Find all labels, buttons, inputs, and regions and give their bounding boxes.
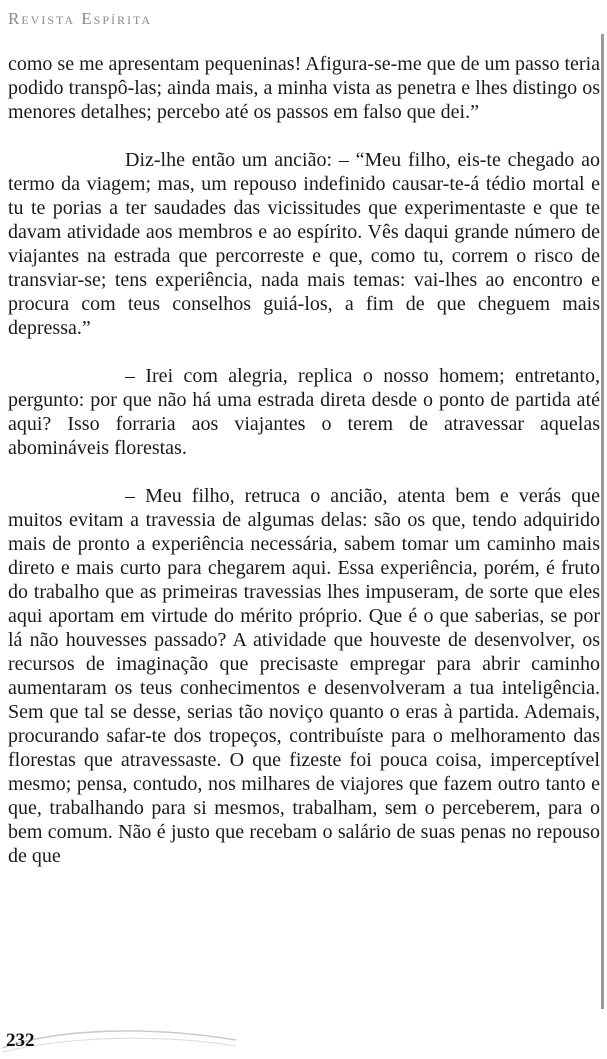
paragraph-reply: – Irei com alegria, replica o nosso homem; entretanto, pergunto: por que não há uma estrada direta desde o ponto de partida até aqui? Isso forraria aos viajantes o terem de atravessar aquelas abomináveis florestas. — [8, 365, 600, 459]
paragraph-elder-answer: – Meu filho, retruca o ancião, atenta bem e verás que muitos evitam a travessia de algumas delas: são os que, tendo adquirido mais de pronto a experiência necessária, sabem tomar um caminho mais direto e mais curto para chegarem aqui. Essa experiência, porém, é fruto do trabalho que as primeiras travessias lhes impuseram, de sorte que eles aqui aportam em virtude do mérito próprio. Que é o que saberias, se por lá não houvesses passado? A atividade que houveste de desenvolver, os recursos de imaginação que precisaste empregar para abrir caminho aumentaram os teus conhecimentos e desenvolveram a tua inteligência. Sem que tal se desse, serias tão noviço quanto o eras à partida. Ademais, procurando safar-te dos tropeços, contribuíste para o melhoramento das florestas que atravessaste. O que fizeste foi pouca coisa, imperceptível mesmo; pensa, contudo, nos milhares de viajores que fazem outro tanto e que, trabalhando para si mesmos, trabalham, sem o perceberem, para o bem comum. Não é justo que recebam o salário de suas penas no repouso de que — [8, 485, 600, 867]
body-text — [8, 52, 600, 868]
page-number: 232 — [6, 1030, 35, 1051]
running-header: Revista Espírita — [8, 9, 153, 28]
footer-swoosh-decoration — [0, 1024, 240, 1058]
paragraph-continuation: como se me apresentam pequeninas! Afigura-se-me que de um passo teria podido transpô-las; ainda mais, a minha vista as penetra e lhes distingo os menores detalhes; percebo até os passos em falso que dei.” — [8, 53, 601, 123]
page-edge-rule — [601, 34, 604, 1009]
paragraph-elder-speech: Diz-lhe então um ancião: – “Meu filho, eis-te chegado ao termo da viagem; mas, um repouso indefinido causar-te-á tédio mortal e tu te porias a ter saudades das vicissitudes que experimentaste e que te davam atividade aos membros e ao espírito. Vês daqui grande número de viajantes na estrada que percorreste e que, como tu, correm o risco de transviar-se; tens experiência, nada mais temas: vai-lhes ao encontro e procura com teus conselhos guiá-los, a fim de que cheguem mais depressa.” — [8, 149, 600, 339]
